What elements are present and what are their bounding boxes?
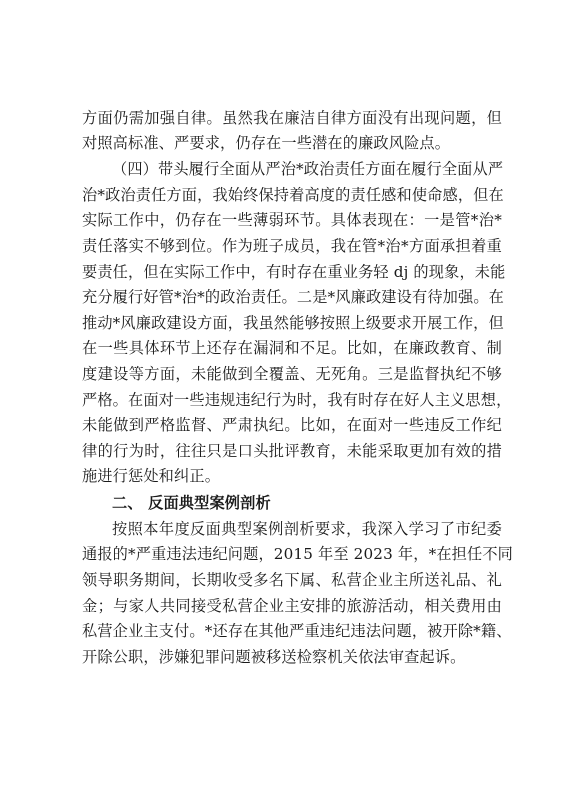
text-line: （四）带头履行全面从严治*政治责任方面在履行全面从严	[112, 160, 504, 178]
text-line: 度建设等方面，未能做到全覆盖、无死角。三是监督执纪不够	[82, 365, 502, 383]
text-line: 要责任，但在实际工作中，有时存在重业务轻 dj 的现象，未能	[82, 263, 506, 281]
text-line: 金；与家人共同接受私营企业主安排的旅游活动，相关费用由	[82, 597, 502, 615]
text-line: 方面仍需加强自律。虽然我在廉洁自律方面没有出现问题，但	[82, 109, 502, 127]
text-line: 在一些具体环节上还存在漏洞和不足。比如，在廉政教育、制	[82, 339, 502, 357]
text-line: 按照本年度反面典型案例剖析要求，我深入学习了市纪委	[112, 520, 502, 538]
text-line: 责任落实不够到位。作为班子成员，我在管*治*方面承担着重	[82, 237, 502, 255]
text-line: 实际工作中，仍存在一些薄弱环节。具体表现在：一是管*治*	[82, 211, 502, 229]
text-line: 领导职务期间，长期收受多名下属、私营企业主所送礼品、礼	[82, 571, 502, 589]
text-line: 对照高标准、严要求，仍存在一些潜在的廉政风险点。	[82, 134, 451, 152]
text-line: 推动*风廉政建设方面，我虽然能够按照上级要求开展工作，但	[82, 314, 504, 332]
text-line: 律的行为时，往往只是口头批评教育，未能采取更加有效的措	[82, 442, 502, 460]
text-line: 治*政治责任方面，我始终保持着高度的责任感和使命感，但在	[82, 186, 504, 204]
section-heading: 二、 反面典型案例剖析	[112, 494, 271, 512]
text-line: 私营企业主支付。*还存在其他严重违纪违法问题，被开除*籍、	[82, 622, 512, 640]
text-line: 开除公职，涉嫌犯罪问题被移送检察机关依法审查起诉。	[82, 648, 466, 666]
text-line: 充分履行好管*治*的政治责任。二是*风廉政建设有待加强。在	[82, 288, 505, 306]
text-line: 通报的*严重违法违纪问题，2015 年至 2023 年，*在担任不同	[82, 545, 514, 563]
text-line: 施进行惩处和纠正。	[82, 467, 221, 485]
text-line: 严格。在面对一些违规违纪行为时，我有时存在好人主义思想，	[82, 391, 512, 409]
text-line: 未能做到严格监督、严肃执纪。比如，在面对一些违反工作纪	[82, 416, 502, 434]
